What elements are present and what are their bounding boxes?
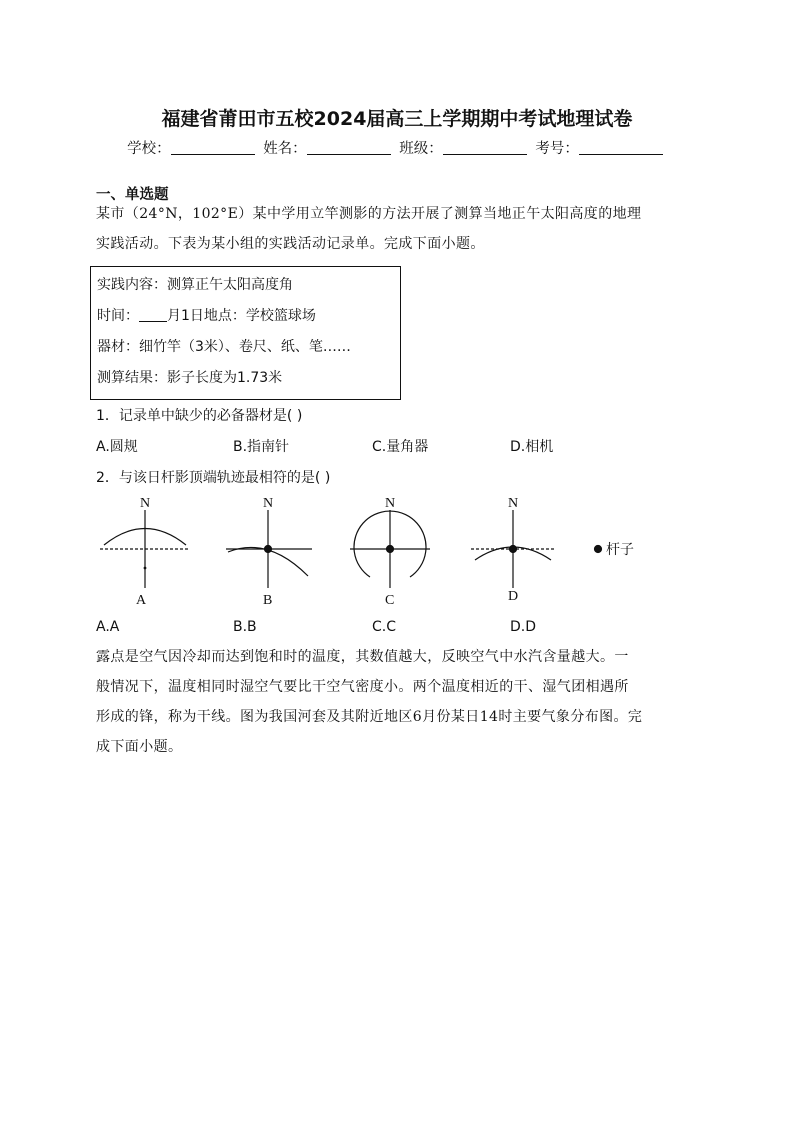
- page-title: 福建省莆田市五校2024届高三上学期期中考试地理试卷: [161, 108, 633, 130]
- student-info-line: [0, 137, 794, 158]
- diagram-a: [100, 510, 190, 588]
- school-blank[interactable]: [171, 140, 255, 155]
- exam-number-label: 考号：: [535, 141, 579, 157]
- intro-line: 实践活动。下表为某小组的实践活动记录单。完成下面小题。: [96, 236, 485, 252]
- diagram-c: [350, 510, 430, 588]
- legend-pole-dot: [595, 546, 602, 553]
- school-label: 学校：: [127, 141, 171, 157]
- record-line: 实践内容：测算正午太阳高度角: [97, 277, 293, 293]
- diagram-c-label: C: [385, 593, 395, 608]
- diagram-d-label: D: [508, 589, 519, 604]
- shadow-trajectory-diagram: [0, 490, 794, 640]
- q2-option-b[interactable]: B.B: [233, 619, 257, 635]
- diagram-d-pole: [510, 546, 517, 553]
- q2-option-c[interactable]: C.C: [372, 619, 397, 635]
- exam-number-blank[interactable]: [579, 140, 663, 155]
- diagram-b: [226, 510, 312, 588]
- intro-line: 某市（24°N，102°E）某中学用立竿测影的方法开展了测算当地正午太阳高度的地理: [96, 206, 642, 222]
- question-1-stem: 1．记录单中缺少的必备器材是( ): [96, 408, 303, 424]
- passage-line: 般情况下，温度相同时湿空气要比干空气密度小。两个温度相近的干、湿气团相遇所: [96, 679, 629, 695]
- name-label: 姓名：: [263, 141, 307, 157]
- question-2-stem: 2．与该日杆影顶端轨迹最相符的是( ): [96, 470, 331, 486]
- passage-line: 形成的锋，称为干线。图为我国河套及其附近地区6月份某日14时主要气象分布图。完: [96, 709, 643, 725]
- diagram-a-north-label: N: [140, 496, 151, 511]
- diagram-d-north-label: N: [508, 496, 519, 511]
- passage-line: 成下面小题。: [96, 739, 183, 755]
- passage-line: 露点是空气因冷却而达到饱和时的温度，其数值越大，反映空气中水汽含量越大。一: [96, 649, 629, 665]
- q2-option-a[interactable]: A.A: [96, 619, 120, 635]
- diagram-b-label: B: [263, 593, 273, 608]
- legend-pole-label: 杆子: [606, 543, 634, 558]
- q1-option-d[interactable]: D.相机: [510, 439, 554, 455]
- section-heading: 一、单选题: [96, 187, 169, 203]
- month-blank: [139, 307, 167, 322]
- q1-option-b[interactable]: B.指南针: [233, 439, 290, 455]
- q1-option-a[interactable]: A.圆规: [96, 439, 138, 455]
- class-blank[interactable]: [443, 140, 527, 155]
- diagram-d: [471, 510, 556, 588]
- name-blank[interactable]: [307, 140, 391, 155]
- record-line: 测算结果：影子长度为1.73米: [97, 370, 283, 386]
- class-label: 班级：: [399, 141, 443, 157]
- diagram-c-pole: [387, 546, 394, 553]
- q1-option-c[interactable]: C.量角器: [372, 439, 429, 455]
- record-sheet-box: [90, 266, 401, 400]
- diagram-b-pole: [265, 546, 272, 553]
- intro-paragraph: [96, 199, 700, 259]
- passage-2-paragraph: [96, 642, 700, 762]
- diagram-b-north-label: N: [263, 496, 274, 511]
- diagram-a-pole: [144, 567, 146, 569]
- diagram-a-label: A: [136, 593, 147, 608]
- record-line-time: 时间： 月1日地点：学校篮球场: [97, 308, 316, 324]
- q2-option-d[interactable]: D.D: [510, 619, 537, 635]
- diagram-c-north-label: N: [385, 496, 396, 511]
- record-line: 器材：细竹竿（3米）、卷尺、纸、笔……: [97, 339, 351, 355]
